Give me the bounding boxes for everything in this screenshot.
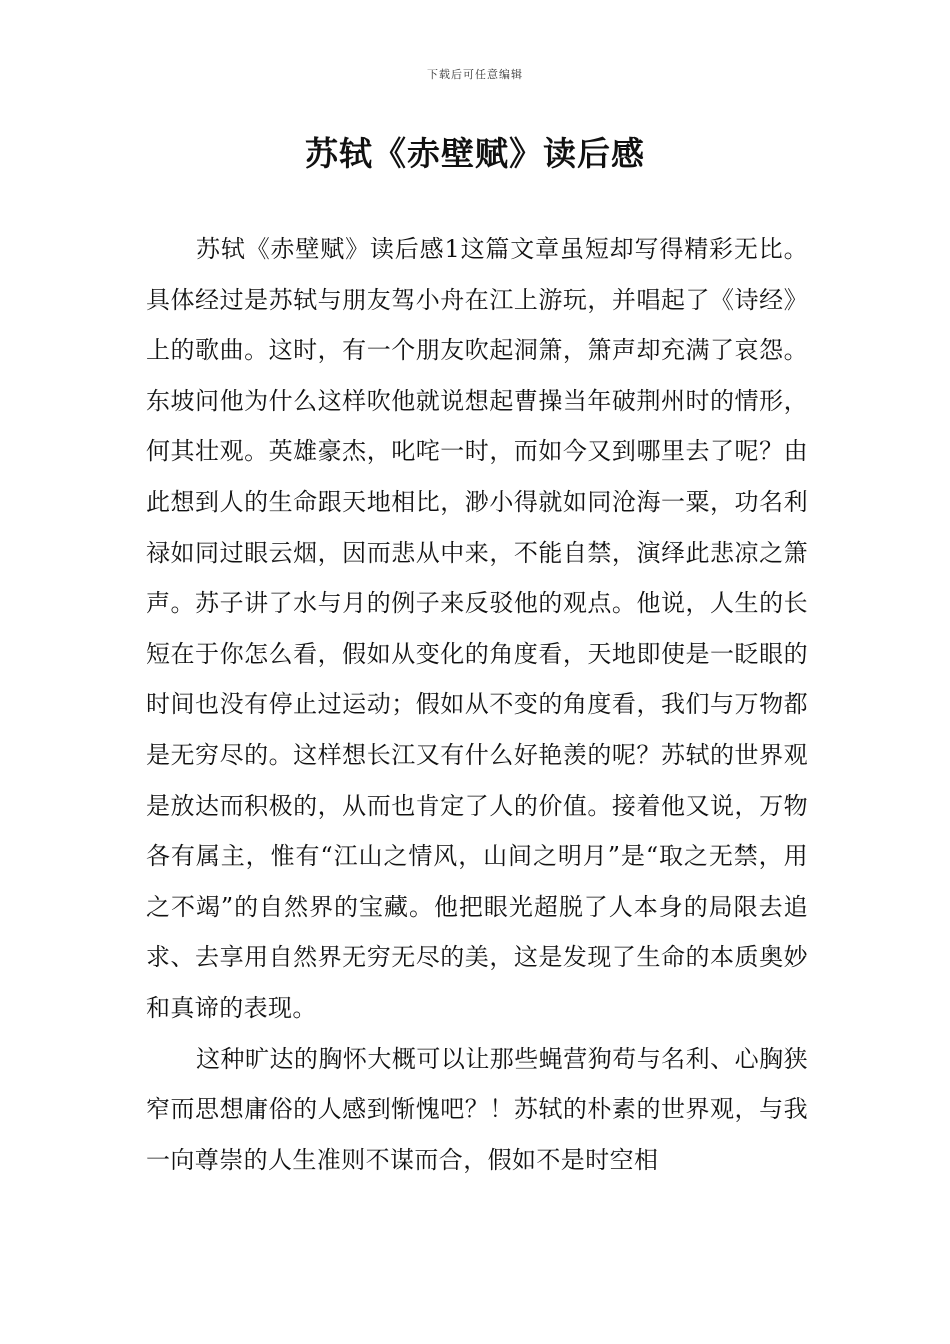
- header-note: 下载后可任意编辑: [427, 68, 523, 81]
- body-paragraph-1: 苏轼《赤壁赋》读后感1这篇文章虽短却写得精彩无比。具体经过是苏轼与朋友驾小舟在江上游玩，并唱起了《诗经》上的歌曲。这时，有一个朋友吹起洞箫，箫声却充满了哀怨。东坡问他为什么这样吹他就说想起曹操当年破荆州时的情形，何其壮观。英雄豪杰，叱咤一时，而如今又到哪里去了呢？由此想到人的生命跟天地相比，渺小得就如同沧海一粟，功名利禄如同过眼云烟，因而悲从中来，不能自禁，演绎此悲凉之箫声。苏子讲了水与月的例子来反驳他的观点。他说，人生的长短在于你怎么看，假如从变化的角度看，天地即使是一眨眼的时间也没有停止过运动；假如从不变的角度看，我们与万物都是无穷尽的。这样想长江又有什么好艳羡的呢？苏轼的世界观是放达而积极的，从而也肯定了人的价值。接着他又说，万物各有属主，惟有“江山之情风，山间之明月”是“取之无禁，用之不竭”的自然界的宝藏。他把眼光超脱了人本身的局限去追求、去享用自然界无穷无尽的美，这是发现了生命的本质奥妙和真谛的表现。: [146, 235, 808, 1022]
- page-title: 苏轼《赤壁赋》读后感: [305, 134, 645, 173]
- body-paragraph-2: 这种旷达的胸怀大概可以让那些蝇营狗苟与名利、心胸狭窄而思想庸俗的人感到惭愧吧？！苏轼的朴素的世界观，与我一向尊崇的人生准则不谋而合，假如不是时空相: [146, 1044, 808, 1174]
- document-body: [146, 224, 808, 1185]
